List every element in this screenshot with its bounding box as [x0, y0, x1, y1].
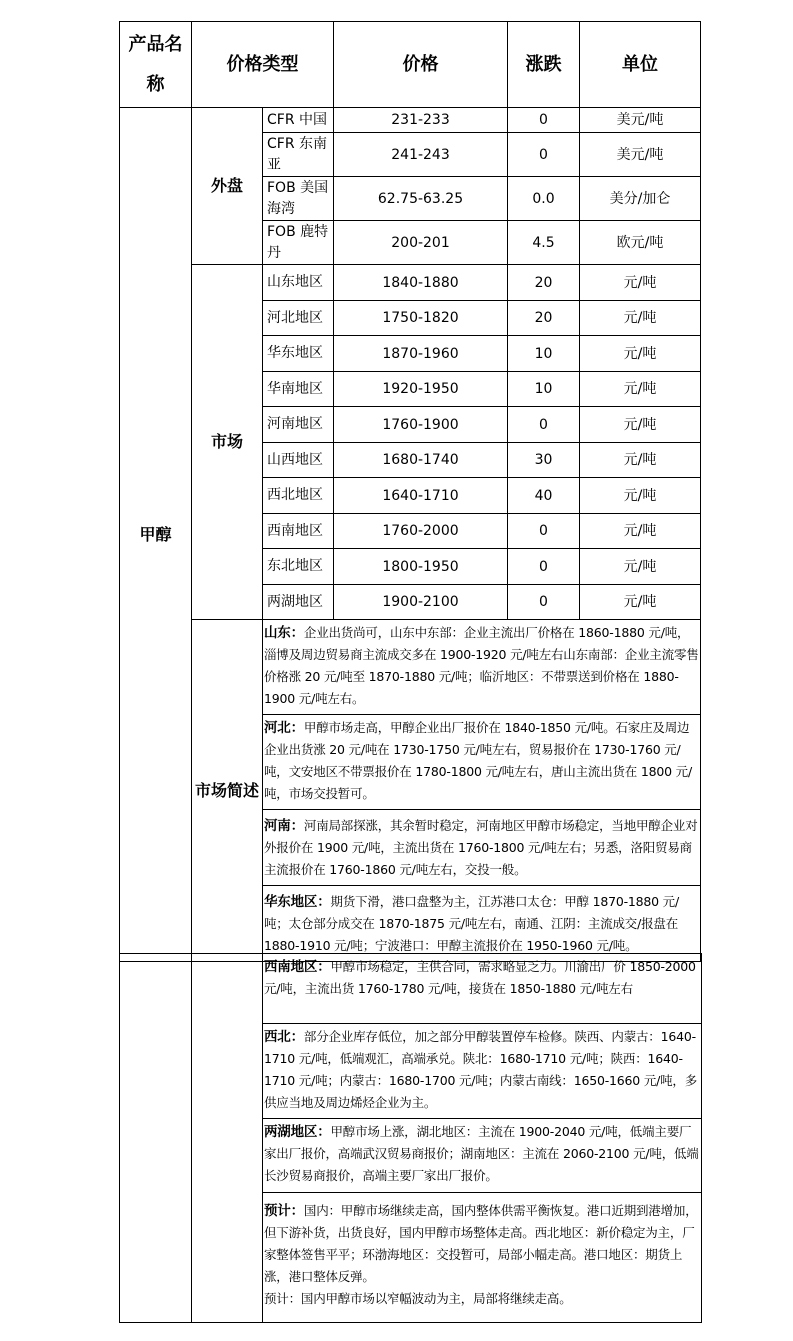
empty-type-cell — [192, 954, 263, 1323]
row-name: FOB 鹿特丹 — [263, 221, 334, 265]
note-body: 甲醇市场走高，甲醇企业出厂报价在 1840-1850 元/吨。石家庄及周边企业出货涨 20 元/吨在 1730-1750 元/吨左右，贸易报价在 1730-1760 元/吨，文安地区不带票报价在 1780-1800 元/吨左右，唐山主流出货在 1800 元/吨，市场交投暂可。 — [264, 720, 692, 801]
header-price-type: 价格类型 — [192, 22, 334, 108]
row-price: 1760-1900 — [334, 407, 508, 443]
note-body: 甲醇市场稳定，主供合同，需求略显乏力。川渝出厂价 1850-2000 元/吨，主流出货 1760-1780 元/吨，接货在 1850-1880 元/吨左右 — [264, 959, 696, 996]
note-body: 国内：甲醇市场继续走高，国内整体供需平衡恢复。港口近期到港增加，但下游补货，出货良好，国内甲醇市场整体走高。西北地区：新价稳定为主，厂家整体签售平平；环渤海地区：交投暂可，局部小幅走高。港口地区：期货上涨，港口整体反弹。 — [264, 1203, 698, 1284]
summary-row — [120, 954, 702, 1024]
table-row — [120, 108, 701, 133]
row-change: 0 — [508, 407, 580, 443]
note-title: 西南地区： — [264, 959, 331, 975]
row-name: 山西地区 — [263, 443, 334, 478]
product-name: 甲醇 — [120, 108, 192, 962]
row-unit: 美元/吨 — [580, 108, 701, 133]
row-unit: 元/吨 — [580, 585, 701, 620]
row-change: 0 — [508, 133, 580, 177]
summary-label: 市场简述 — [192, 620, 263, 962]
row-name: 山东地区 — [263, 265, 334, 301]
row-unit: 元/吨 — [580, 443, 701, 478]
row-change: 0.0 — [508, 177, 580, 221]
row-change: 0 — [508, 514, 580, 549]
row-price: 200-201 — [334, 221, 508, 265]
price-table — [119, 21, 701, 962]
note-hebei — [263, 715, 701, 810]
note-xibei — [263, 1024, 702, 1119]
header-product-name: 产品名称 — [120, 22, 192, 108]
note-title: 西北： — [264, 1029, 304, 1045]
note-xinan — [263, 954, 702, 1024]
foreign-label: 外盘 — [192, 108, 263, 265]
note-body: 部分企业库存低位，加之部分甲醇装置停车检修。陕西、内蒙古：1640-1710 元/吨，低端观汇，高端承兑。陕北：1680-1710 元/吨；陕西：1640-1710 元/吨；内蒙古：1680-1700 元/吨；内蒙古南线：1650-1660 元/吨，多供应当地及周边烯烃企业为主。 — [264, 1029, 698, 1110]
note-lianghu — [263, 1119, 702, 1193]
row-price: 1760-2000 — [334, 514, 508, 549]
continued-table — [119, 953, 702, 1323]
row-change: 10 — [508, 372, 580, 407]
row-name: 西南地区 — [263, 514, 334, 549]
note-body: 期货下滑，港口盘整为主，江苏港口太仓：甲醇 1870-1880 元/吨；太仓部分成交在 1870-1875 元/吨左右，南通、江阴：主流成交/报盘在 1880-1910 元/吨；宁波港口：甲醇主流报价在 1950-1960 元/吨。 — [264, 894, 679, 953]
row-price: 1870-1960 — [334, 336, 508, 372]
table-row — [120, 265, 701, 301]
row-unit: 元/吨 — [580, 407, 701, 443]
row-name: 东北地区 — [263, 549, 334, 585]
note-shandong — [263, 620, 701, 715]
row-price: 1800-1950 — [334, 549, 508, 585]
header-unit: 单位 — [580, 22, 701, 108]
note-body: 河南局部探涨，其余暂时稳定，河南地区甲醇市场稳定，当地甲醇企业对外报价在 1900 元/吨，主流出货在 1760-1800 元/吨左右；另悉，洛阳贸易商主流报价在 1760-1860 元/吨左右，交投一般。 — [264, 818, 698, 877]
row-change: 0 — [508, 549, 580, 585]
row-name: 西北地区 — [263, 478, 334, 514]
row-change: 0 — [508, 108, 580, 133]
note-forecast — [263, 1193, 702, 1323]
note-title: 华东地区： — [264, 894, 331, 910]
row-price: 62.75-63.25 — [334, 177, 508, 221]
row-unit: 元/吨 — [580, 336, 701, 372]
row-name: 华南地区 — [263, 372, 334, 407]
row-price: 1840-1880 — [334, 265, 508, 301]
empty-product-cell — [120, 954, 192, 1323]
row-name: CFR 东南亚 — [263, 133, 334, 177]
row-price: 1920-1950 — [334, 372, 508, 407]
note-title: 河北： — [264, 720, 304, 736]
row-name: 两湖地区 — [263, 585, 334, 620]
row-unit: 元/吨 — [580, 514, 701, 549]
row-unit: 元/吨 — [580, 478, 701, 514]
row-name: 华东地区 — [263, 336, 334, 372]
row-price: 1750-1820 — [334, 301, 508, 336]
row-unit: 元/吨 — [580, 301, 701, 336]
row-change: 0 — [508, 585, 580, 620]
note-body: 企业出货尚可，山东中东部：企业主流出厂价格在 1860-1880 元/吨，淄博及周边贸易商主流成交多在 1900-1920 元/吨左右山东南部：企业主流零售价格涨 20 元/吨至 1870-1880 元/吨；临沂地区：不带票送到价格在 1880-1900 元/吨左右。 — [264, 625, 699, 706]
note-huadong — [263, 886, 701, 962]
row-name: 河南地区 — [263, 407, 334, 443]
note-title: 预计： — [264, 1203, 304, 1219]
row-change: 10 — [508, 336, 580, 372]
header-change: 涨跌 — [508, 22, 580, 108]
row-unit: 元/吨 — [580, 549, 701, 585]
row-price: 1900-2100 — [334, 585, 508, 620]
note-title: 河南： — [264, 818, 304, 834]
row-price: 1640-1710 — [334, 478, 508, 514]
row-name: FOB 美国海湾 — [263, 177, 334, 221]
market-label: 市场 — [192, 265, 263, 620]
note-title: 两湖地区： — [264, 1124, 331, 1140]
row-unit: 美分/加仑 — [580, 177, 701, 221]
row-change: 4.5 — [508, 221, 580, 265]
note-body: 甲醇市场上涨，湖北地区：主流在 1900-2040 元/吨，低端主要厂家出厂报价，高端武汉贸易商报价；湖南地区：主流在 2060-2100 元/吨，低端长沙贸易商报价，高端主要厂家出厂报价。 — [264, 1124, 699, 1183]
row-name: 河北地区 — [263, 301, 334, 336]
row-change: 20 — [508, 301, 580, 336]
row-unit: 元/吨 — [580, 265, 701, 301]
row-price: 231-233 — [334, 108, 508, 133]
row-unit: 元/吨 — [580, 372, 701, 407]
summary-row — [120, 620, 701, 715]
row-price: 241-243 — [334, 133, 508, 177]
note-title: 山东： — [264, 625, 304, 641]
row-price: 1680-1740 — [334, 443, 508, 478]
row-unit: 欧元/吨 — [580, 221, 701, 265]
row-change: 40 — [508, 478, 580, 514]
row-unit: 美元/吨 — [580, 133, 701, 177]
row-change: 30 — [508, 443, 580, 478]
header-row — [120, 22, 701, 108]
header-price: 价格 — [334, 22, 508, 108]
row-name: CFR 中国 — [263, 108, 334, 133]
forecast-line: 预计：国内甲醇市场以窄幅波动为主，局部将继续走高。 — [264, 1291, 572, 1306]
note-henan — [263, 810, 701, 886]
row-change: 20 — [508, 265, 580, 301]
